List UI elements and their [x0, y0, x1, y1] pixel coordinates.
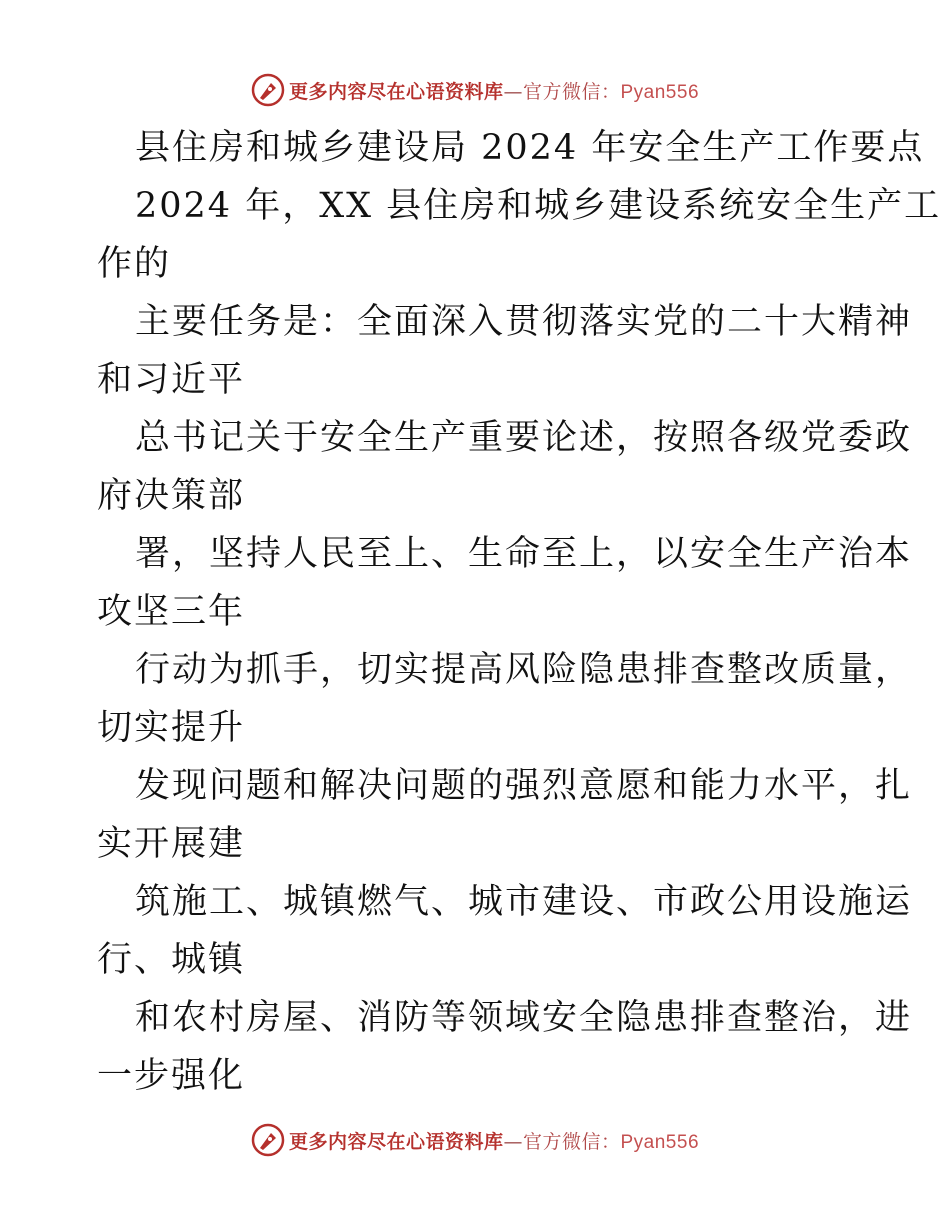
paragraph-line: 主要任务是：全面深入贯彻落实党的二十大精神 — [135, 302, 913, 342]
pen-nib-logo-icon — [251, 73, 285, 107]
paragraph-line: 作的 — [97, 244, 172, 284]
paragraph-line: 行动为抓手，切实提高风险隐患排查整改质量， — [135, 650, 913, 690]
pen-nib-logo-icon — [251, 1123, 285, 1157]
paragraph-line: 切实提升 — [97, 708, 246, 748]
footer-wechat-label: 官方微信： — [522, 1130, 621, 1153]
paragraph-line: 和农村房屋、消防等领域安全隐患排查整治，进 — [135, 998, 913, 1038]
paragraph-line: 攻坚三年 — [97, 592, 246, 632]
paragraph-line: 和习近平 — [97, 360, 246, 400]
footer-banner-text — [289, 1127, 699, 1154]
header-wechat-label: 官方微信： — [522, 80, 621, 103]
footer-banner — [0, 1120, 950, 1160]
paragraph-line: 实开展建 — [97, 824, 246, 864]
header-banner-text — [289, 77, 699, 104]
paragraph-line: 署，坚持人民至上、生命至上，以安全生产治本 — [135, 534, 913, 574]
paragraph-line: 2024 年，XX 县住房和城乡建设系统安全生产工 — [135, 186, 942, 226]
document-body — [97, 119, 942, 1105]
paragraph-line: 总书记关于安全生产重要论述，按照各级党委政 — [135, 418, 913, 458]
paragraph-line: 一步强化 — [97, 1056, 246, 1096]
paragraph-line: 府决策部 — [97, 476, 246, 516]
header-separator: — — [503, 80, 523, 103]
footer-brand-text: 更多内容尽在心语资料库 — [288, 1130, 504, 1153]
header-banner — [0, 70, 950, 110]
header-brand-text: 更多内容尽在心语资料库 — [288, 80, 504, 103]
footer-separator: — — [503, 1130, 523, 1153]
paragraph-line: 发现问题和解决问题的强烈意愿和能力水平，扎 — [135, 766, 913, 806]
header-wechat-id: Pyan556 — [620, 81, 700, 103]
footer-wechat-id: Pyan556 — [620, 1131, 700, 1153]
document-title: 县住房和城乡建设局 2024 年安全生产工作要点 — [135, 128, 925, 168]
paragraph-line: 行、城镇 — [97, 940, 246, 980]
paragraph-line: 筑施工、城镇燃气、城市建设、市政公用设施运 — [135, 882, 913, 922]
